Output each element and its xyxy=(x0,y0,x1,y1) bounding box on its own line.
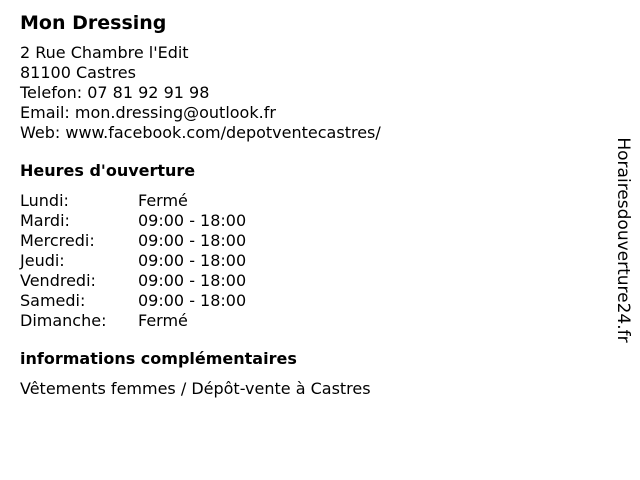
hours-day: Jeudi: xyxy=(20,251,65,270)
hours-time: 09:00 - 18:00 xyxy=(138,251,247,270)
hours-time: 09:00 - 18:00 xyxy=(138,211,247,230)
info-heading: informations complémentaires xyxy=(20,349,297,368)
hours-row-monday xyxy=(20,191,600,211)
business-card xyxy=(20,10,600,399)
address-city: 81100 Castres xyxy=(20,63,136,82)
hours-table xyxy=(20,191,600,331)
hours-row-thursday xyxy=(20,251,600,271)
hours-row-wednesday xyxy=(20,231,600,251)
hours-row-friday xyxy=(20,271,600,291)
hours-day: Mardi: xyxy=(20,211,70,230)
email-line: Email: mon.dressing@outlook.fr xyxy=(20,103,276,122)
hours-row-saturday xyxy=(20,291,600,311)
hours-time: 09:00 - 18:00 xyxy=(138,271,247,290)
hours-day: Vendredi: xyxy=(20,271,96,290)
hours-row-sunday xyxy=(20,311,600,331)
info-description: Vêtements femmes / Dépôt-vente à Castres xyxy=(20,379,371,398)
hours-day: Lundi: xyxy=(20,191,69,210)
hours-time: 09:00 - 18:00 xyxy=(138,231,247,250)
business-name: Mon Dressing xyxy=(20,12,167,34)
hours-day: Samedi: xyxy=(20,291,86,310)
hours-heading: Heures d'ouverture xyxy=(20,161,196,180)
hours-row-tuesday xyxy=(20,211,600,231)
hours-time: Fermé xyxy=(138,191,188,210)
phone-line: Telefon: 07 81 92 91 98 xyxy=(20,83,210,102)
hours-day: Mercredi: xyxy=(20,231,95,250)
web-line: Web: www.facebook.com/depotventecastres/ xyxy=(20,123,381,142)
hours-time: Fermé xyxy=(138,311,188,330)
hours-day: Dimanche: xyxy=(20,311,107,330)
hours-time: 09:00 - 18:00 xyxy=(138,291,247,310)
side-brand-text: Horairesdouverture24.fr xyxy=(613,137,633,343)
contact-block xyxy=(20,43,600,143)
address-street: 2 Rue Chambre l'Edit xyxy=(20,43,189,62)
